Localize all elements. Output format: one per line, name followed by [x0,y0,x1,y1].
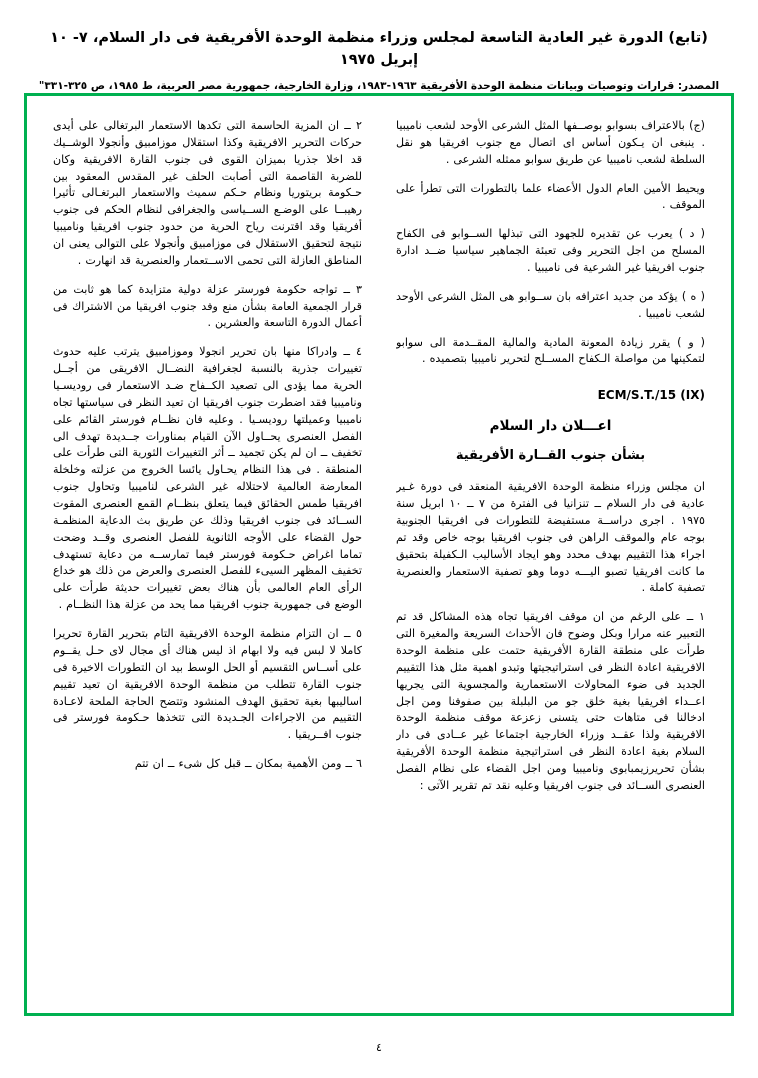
paragraph: ( و ) يقرر زيادة المعونة المادية والمالية المقــدمة الى سوابو لتمكينها من مواصلة الـكفاح المســلح لتحرير ناميبيا بتصميده . [396,335,705,366]
section-subtitle: بشأن جنوب القــارة الأفريقية [455,448,646,464]
paragraph: ٣ ــ تواجه حكومة فورستر عزلة دولية متزايدة كما هو ثابت من قرار الجمعية العامة بشأن منع وفد جنوب افريقيا من الاشتراك فى أعمال الدورة التاسعة والعشرين . [53,282,362,330]
content-frame [24,93,734,1016]
paragraph: ٥ ــ ان التزام منظمة الوحدة الافريقية التام بتحرير القارة تحريرا كاملا لا لبس فيه ولا ابهام اذ ليس هناك أى مجال لاى حـل يقــوم على أســاس التقسيم أو الحل الوسط بيد ان التطورات الاخيرة فى جنوب القارة تتطلب من منظمة الوحدة الافريقية ان تعيد تقييم اساليبها بغية تحقيق الهدف المنشود وتتضح الحاجة الملحة لاعـادة التقييم من الاجراءات الجـديدة التى تتخذها حـكومة فورستر فى جنوب افــريقيا . [53,627,362,742]
paragraph: ( د ) يعرب عن تقديره للجهود التى تبذلها الســوابو فى الكفاح المسلح من اجل التحرير وفى تعبئة الجماهير سياسيا ضــد ادارة جنوب افريقيا غير الشرعية فى ناميبيا . [396,227,705,275]
document-code: ECM/S.T./15 (IX) [597,388,705,403]
paragraph: ٤ ــ وادراكا منها بان تحرير انجولا وموزامبيق يترتب عليه حدوث تغييرات جذرية بالنسبة لجغرافية النضــال الافريقى من أجــل الحرية مما يؤدى الى تصعيد الكــفاح ضـد الاستعمار فى روديسـيا وناميبيا فقد اضطرت جنوب افريقيا ان تعيد النظر فى سياستها تجاه ناميبيا وعميلتها روديسـيا . وعليه فان نظــام فورستر القائم على الفصل العنصرى يحــاول الآن القيام بمناورات جــديدة تهدف الى تخفيف ــ ان لم يكن تجميد ــ أثر التغييرات الثورية التى طرأت على المنطقة . فى هذا النظام يحـاول يائسا الخروج من عزلته وخلخلة المعارضة العالمية لاحتلاله غير الشرعى لناميبيا وتحاول جنوب افريقيا طمس الحقائق فيما يتعلق بنظــام القمع العنصرى المقوت الســائد فى جنوب افريقيا وذلك عن طريق بث الدعاية المنظمـة حول القضاء على الأوجه الثانوية للفصل العنصرى وقــد وضحت تماما اغراض حـكومة فورستر فيما تمارســه من دعاية تستهدف تخفيف المظهر السيىء للفصل العنصرى والعرض من ذلك هو خداع الرأى العام العالمى بأن هناك بعض تغييرات حديثة طرأت على الوضع فى جمهورية جنوب افريقيا مما يحد من عزلة هذا النظــام . [53,345,362,612]
paragraph: ويحيط الأمين العام الدول الأعضاء علما بالتطورات التى تطرأ على الموقف . [396,181,705,212]
two-column-layout [27,96,731,1013]
paragraph: ( ه ) يؤكد من جديد اعترافه بان ســوابو هى المثل الشرعى الأوحد لشعب ناميبيا . [396,289,705,320]
paragraph: ٢ ــ ان المزية الحاسمة التى تكدها الاستعمار البرتغالى على أيدى حركات التحرير الافريقية وكذا استقلال موزامبيق وأنجولا الوشــيك قد اخلا جذريا بميزان القوى فى جنوب القارة الافريقية وكان للضربة القاصمة التى أصابت الحلف غير المقدس المعقود بين حـكومة بريتوريا ونظام حـكم سميث والاستعمار البرتغـالى تأثيرا رهيبــا على الوضـع الســياسى والجغرافى لنظام الحكم فى جنوب أفريقيا وقد اقترنت رياح الحرية من حدود جنوب افريقيا وناميبيا نتيجة لتحقيق الاستقلال فى موزامبيق وأنجولا على التوالى يعنى ان المناطق العازلة التى تحمى الاســتعمار والعنصرية قد انهارت . [53,119,362,267]
source-note: المصدر: قرارات وتوصيات وبيانات منظمة الوحدة الأفريقية ١٩٦٣-١٩٨٣، وزارة الخارجية، جمهورية مصر العربية، ط ١٩٨٥، ص ٣٢٥-٣٣١" [38,79,720,92]
page-number: ٤ [376,1041,382,1054]
paragraph: (ج) بالاعتراف بسوابو بوصــفها المثل الشرعى الأوحد لشعب ناميبيا . ينبغى ان يـكون أساس اى اتصال مع جنوب افريقيا هو نقل السلطة لشعب ناميبيا عن طريق سوابو ممثله الشرعى . [396,119,705,166]
paragraph: ١ ــ على الرغم من ان موقف افريقيا تجاه هذه المشاكل قد تم التعبير عنه مرارا وبكل وضوح فان الأحداث السريعة والمغيرة التى طرأت على منطقة القارة الأفريقية حتمت على منظمة الوحدة الافريقية اعادة النظر فى استراتيجيتها وتبدو اهمية مثل هذا التقييم الجديد فى ضوء المحاولات الاستعمارية والمجسوية التى يجريها اعــداء افريقيا بغية خلق جو من البلبلة بين صفوفنا ومن اجل ادخالنا فى متاهات حتى يتسنى زعزعة موقف منظمة الوحدة الافريقية ولذا عقــد وزراء الخارجية اجتماعا غير عــادى فى دار السلام بغية اعادة النظر فى استراتيجية منظمة الوحدة الأفريقية بشأن تحريرزيمبابوى وناميبيا ومن اجل القضاء على نظام الفصل العنصرى الســائد فى جنوب افريقيا وعليه نقد تم تقرير الآتى : [396,610,705,792]
page-header [0,0,758,94]
paragraph: ان مجلس وزراء منظمة الوحدة الافريقية المنعقد فى دورة غـير عادية فى دار السلام ــ تنزانيا فى الفترة من ٧ ــ ١٠ ابريل سنة ١٩٧٥ . اجرى دراســة مستفيضة للتطورات فى افريقيا الجنوبية بوجه عام والموقف الراهن فى جنوب افريقيا بوجه خاص وقد تم اجراء هذا التقييم بهدف محدد وهو ايجاد الأساليب الـكفيلة بتحقيق ما كانت افريقيا تصبو اليـــه دوما وهو تصفية الاستعمار والعنصرية تصفية كاملة . [396,480,705,595]
right-column [53,118,362,999]
paragraph: ٦ ــ ومن الأهمية بمكان ــ قبل كل شىء ــ ان تتم [134,757,362,771]
section-title: اعـــلان دار السلام [489,418,612,435]
page-title: (تابع) الدورة غير العادية التاسعة لمجلس وزراء منظمة الوحدة الأفريقية فى دار السلام، ٧- ١٠ إبريل ١٩٧٥ [50,30,708,68]
left-column [396,118,705,999]
